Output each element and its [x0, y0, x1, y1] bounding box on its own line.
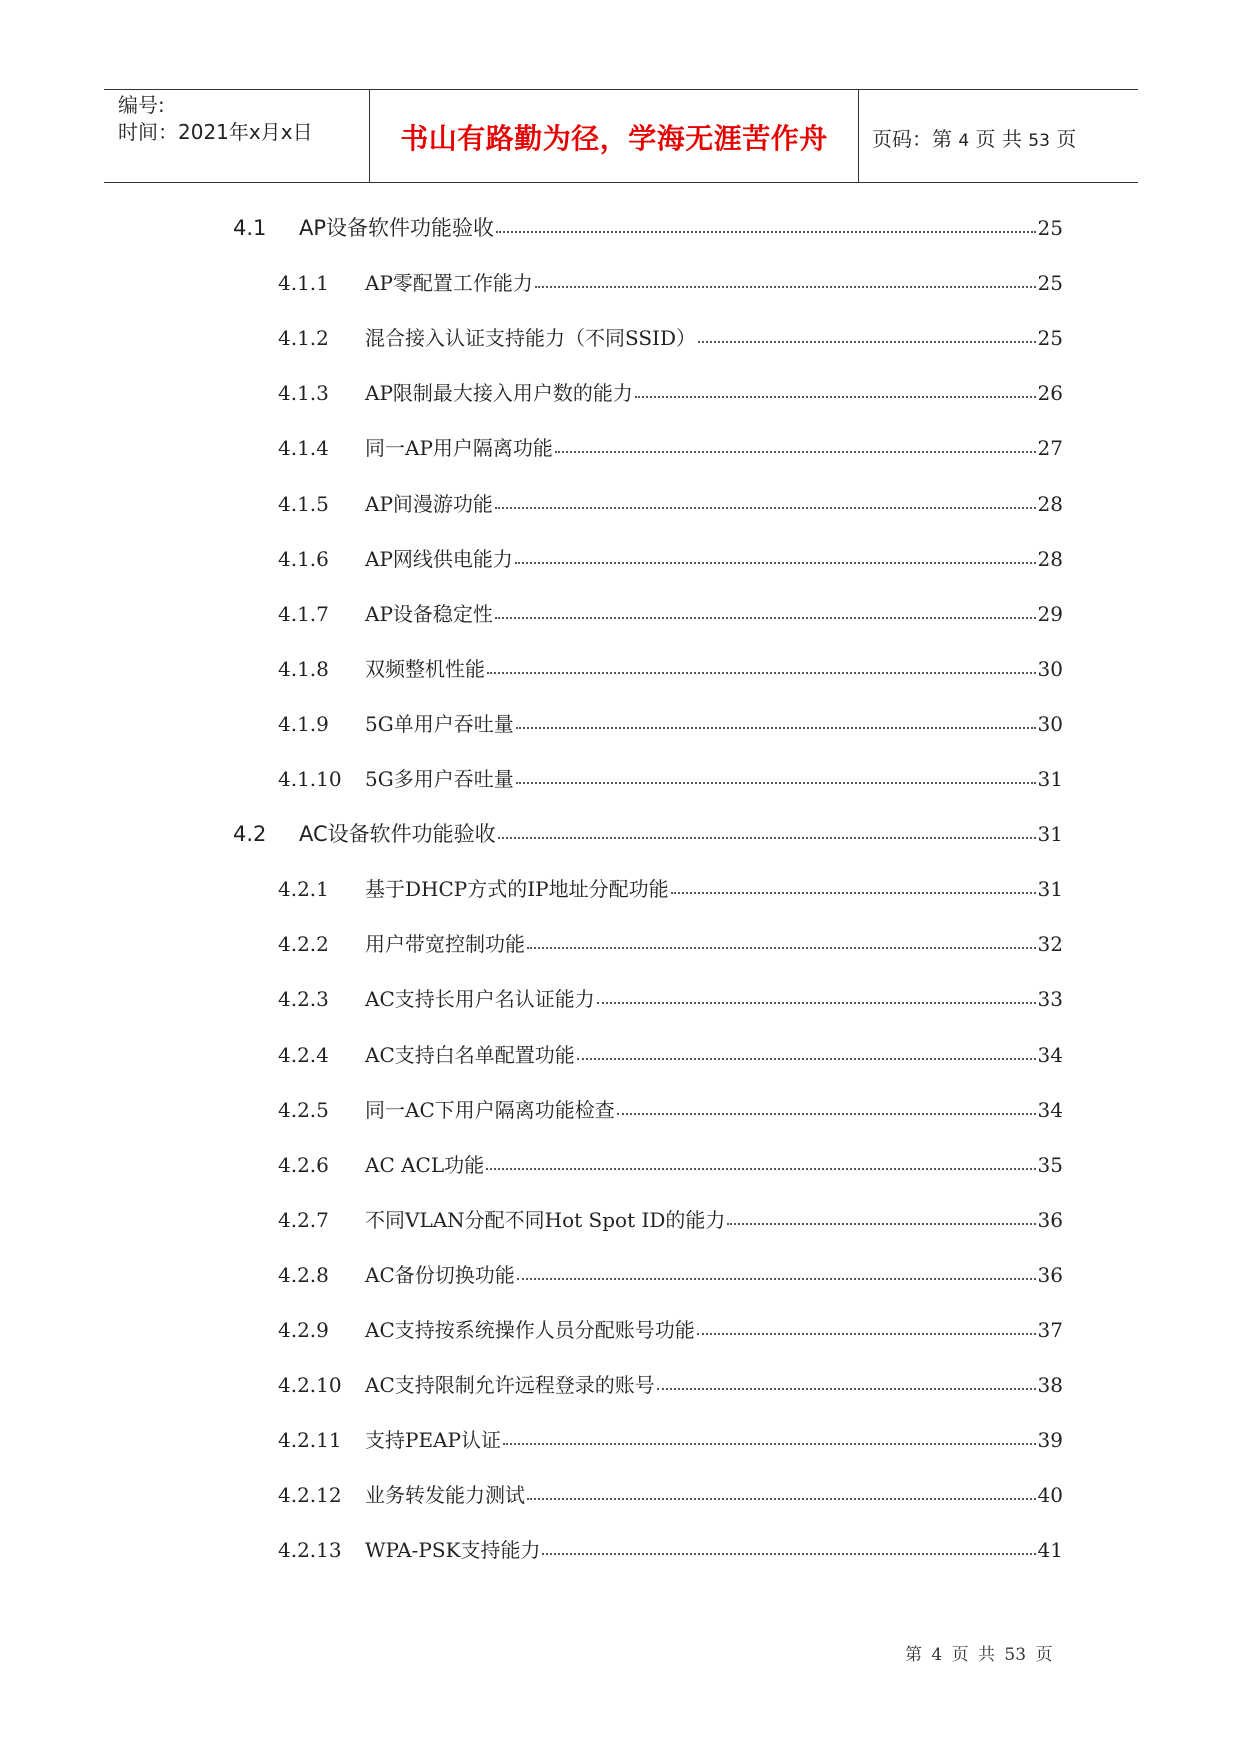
toc-leader-dots — [516, 711, 1036, 731]
toc-leader-dots — [498, 820, 1036, 841]
toc-entry[interactable] — [278, 1424, 1063, 1454]
toc-leader-dots — [527, 931, 1036, 951]
page-current: 4 — [958, 131, 970, 151]
document-number-label: 编号: — [118, 93, 165, 117]
toc-leader-dots — [503, 1427, 1036, 1447]
toc-entry-title: 混合接入认证支持能力（不同SSID） — [365, 326, 696, 350]
toc-entry-title: AP限制最大接入用户数的能力 — [365, 381, 633, 405]
toc-entry-title: 基于DHCP方式的IP地址分配功能 — [365, 877, 669, 901]
toc-entry-page: 30 — [1037, 657, 1063, 681]
toc-entry-number: 4.1 — [233, 216, 267, 240]
toc-entry-page: 31 — [1037, 877, 1063, 901]
toc-entry-number: 4.2.5 — [278, 1098, 329, 1122]
page-total: 53 — [1028, 131, 1050, 151]
toc-entry-title: AC设备软件功能验收 — [299, 822, 496, 846]
toc-entry-page: 30 — [1037, 712, 1063, 736]
toc-entry-page: 31 — [1037, 822, 1063, 846]
toc-entry-page: 32 — [1037, 932, 1063, 956]
toc-entry-number: 4.1.7 — [278, 602, 329, 626]
toc-entry-number: 4.2.11 — [278, 1428, 342, 1452]
toc-entry-number: 4.2.12 — [278, 1483, 342, 1507]
toc-entry-title: AC备份切换功能 — [365, 1263, 515, 1287]
toc-entry-number: 4.1.10 — [278, 767, 342, 791]
toc-entry-page: 28 — [1037, 492, 1063, 516]
toc-entry-title: AC支持白名单配置功能 — [365, 1043, 575, 1067]
toc-leader-dots — [486, 1152, 1035, 1172]
header-divider — [858, 90, 859, 182]
toc-entry-page: 25 — [1037, 271, 1063, 295]
toc-entry[interactable] — [278, 598, 1063, 628]
toc-leader-dots — [657, 1372, 1036, 1392]
toc-entry[interactable] — [278, 267, 1063, 297]
toc-entry-page: 25 — [1037, 326, 1063, 350]
toc-leader-dots — [698, 325, 1036, 345]
toc-entry-title: AC支持长用户名认证能力 — [365, 987, 595, 1011]
toc-entry-title: 5G多用户吞吐量 — [365, 767, 514, 791]
toc-entry[interactable] — [278, 543, 1063, 573]
toc-entry[interactable] — [278, 983, 1063, 1013]
toc-entry-title: 用户带宽控制功能 — [365, 932, 525, 956]
toc-leader-dots — [635, 380, 1036, 400]
toc-entry-title: 双频整机性能 — [365, 657, 485, 681]
toc-entry-title: 业务转发能力测试 — [365, 1483, 525, 1507]
toc-entry-page: 40 — [1037, 1483, 1063, 1507]
toc-entry-title: AP设备软件功能验收 — [299, 216, 495, 240]
toc-entry[interactable] — [278, 1039, 1063, 1069]
toc-entry-page: 38 — [1037, 1373, 1063, 1397]
toc-entry-number: 4.2 — [233, 822, 267, 846]
toc-entry-title: AP网线供电能力 — [365, 547, 513, 571]
toc-entry[interactable] — [278, 1094, 1063, 1124]
toc-entry-number: 4.1.1 — [278, 271, 329, 295]
toc-entry-title: 5G单用户吞吐量 — [365, 712, 514, 736]
toc-entry-number: 4.1.8 — [278, 657, 329, 681]
toc-entry[interactable] — [278, 1314, 1063, 1344]
toc-entry-title: AC支持按系统操作人员分配账号功能 — [365, 1318, 695, 1342]
toc-entry[interactable] — [278, 763, 1063, 793]
toc-entry[interactable] — [278, 1369, 1063, 1399]
toc-entry[interactable] — [278, 432, 1063, 462]
toc-entry-page: 34 — [1037, 1098, 1063, 1122]
toc-entry-number: 4.2.7 — [278, 1208, 329, 1232]
toc-entry-number: 4.2.3 — [278, 987, 329, 1011]
page-prefix: 页码：第 — [872, 127, 952, 151]
toc-entry-number: 4.2.9 — [278, 1318, 329, 1342]
toc-entry-number: 4.2.13 — [278, 1538, 342, 1562]
toc-leader-dots — [535, 270, 1036, 290]
toc-entry-title: AP间漫游功能 — [365, 492, 493, 516]
toc-entry[interactable] — [278, 322, 1063, 352]
toc-entry-page: 31 — [1037, 767, 1063, 791]
toc-entry-page: 29 — [1037, 602, 1063, 626]
toc-entry-title: 同一AC下用户隔离功能检查 — [365, 1098, 615, 1122]
toc-entry[interactable] — [278, 488, 1063, 518]
toc-entry-title: 同一AP用户隔离功能 — [365, 436, 553, 460]
toc-entry-title: AP零配置工作能力 — [365, 271, 533, 295]
toc-leader-dots — [597, 986, 1036, 1006]
toc-entry-number: 4.1.3 — [278, 381, 329, 405]
toc-entry-number: 4.2.1 — [278, 877, 329, 901]
toc-entry-title: AP设备稳定性 — [365, 602, 493, 626]
toc-entry-number: 4.2.6 — [278, 1153, 329, 1177]
toc-leader-dots — [495, 601, 1036, 621]
toc-entry-page: 39 — [1037, 1428, 1063, 1452]
toc-leader-dots — [697, 1317, 1036, 1337]
toc-entry-page: 34 — [1037, 1043, 1063, 1067]
toc-entry[interactable] — [278, 708, 1063, 738]
toc-leader-dots — [727, 1207, 1035, 1227]
toc-entry[interactable] — [278, 1259, 1063, 1289]
toc-entry-title: AC ACL功能 — [365, 1153, 485, 1177]
toc-leader-dots — [496, 214, 1036, 235]
toc-entry[interactable] — [278, 1534, 1063, 1564]
toc-entry-page: 28 — [1037, 547, 1063, 571]
toc-entry-page: 36 — [1037, 1208, 1063, 1232]
toc-entry-number: 4.1.2 — [278, 326, 329, 350]
toc-leader-dots — [517, 1262, 1036, 1282]
toc-entry-number: 4.2.2 — [278, 932, 329, 956]
page-header — [104, 89, 1138, 183]
document-time: 时间：2021年x月x日 — [118, 120, 313, 144]
toc-leader-dots — [542, 1537, 1035, 1557]
toc-entry-number: 4.2.4 — [278, 1043, 329, 1067]
toc-entry[interactable] — [278, 1479, 1063, 1509]
page-mid: 页 共 — [975, 127, 1022, 151]
toc-entry[interactable] — [278, 1149, 1063, 1179]
toc-entry-page: 36 — [1037, 1263, 1063, 1287]
toc-entry-title: 不同VLAN分配不同Hot Spot ID的能力 — [365, 1208, 726, 1232]
toc-leader-dots — [527, 1482, 1036, 1502]
toc-entry[interactable] — [278, 873, 1063, 903]
toc-entry-page: 25 — [1037, 216, 1063, 240]
toc-entry-number: 4.1.6 — [278, 547, 329, 571]
toc-entry-page: 37 — [1037, 1318, 1063, 1342]
toc-leader-dots — [515, 546, 1036, 566]
header-meta — [118, 92, 313, 146]
toc-leader-dots — [487, 656, 1036, 676]
page-suffix: 页 — [1056, 127, 1077, 151]
toc-entry-title: AC支持限制允许远程登录的账号 — [365, 1373, 655, 1397]
toc-entry[interactable] — [278, 1204, 1063, 1234]
toc-entry[interactable] — [278, 377, 1063, 407]
toc-entry-page: 41 — [1037, 1538, 1063, 1562]
toc-leader-dots — [577, 1042, 1036, 1062]
toc-entry-page: 26 — [1037, 381, 1063, 405]
toc-leader-dots — [671, 876, 1036, 896]
toc-entry[interactable] — [233, 818, 1063, 848]
page-footer: 第 4 页 共 53 页 — [905, 1645, 1053, 1665]
toc-leader-dots — [555, 435, 1036, 455]
toc-entry-number: 4.1.4 — [278, 436, 329, 460]
toc-leader-dots — [617, 1097, 1036, 1117]
toc-entry-title: 支持PEAP认证 — [365, 1428, 501, 1452]
toc-leader-dots — [516, 766, 1036, 786]
toc-leader-dots — [495, 491, 1036, 511]
toc-entry-number: 4.1.9 — [278, 712, 329, 736]
toc-entry-number: 4.2.8 — [278, 1263, 329, 1287]
toc-entry-page: 35 — [1037, 1153, 1063, 1177]
toc-entry[interactable] — [278, 653, 1063, 683]
toc-entry-number: 4.1.5 — [278, 492, 329, 516]
toc-entry-number: 4.2.10 — [278, 1373, 342, 1397]
toc-entry[interactable] — [233, 212, 1063, 242]
header-motto: 书山有路勤为径，学海无涯苦作舟 — [400, 122, 828, 155]
toc-entry-page: 33 — [1037, 987, 1063, 1011]
toc-entry[interactable] — [278, 928, 1063, 958]
toc-entry-title: WPA-PSK支持能力 — [365, 1538, 541, 1562]
header-page-info — [872, 123, 1076, 152]
toc-entry-page: 27 — [1037, 436, 1063, 460]
